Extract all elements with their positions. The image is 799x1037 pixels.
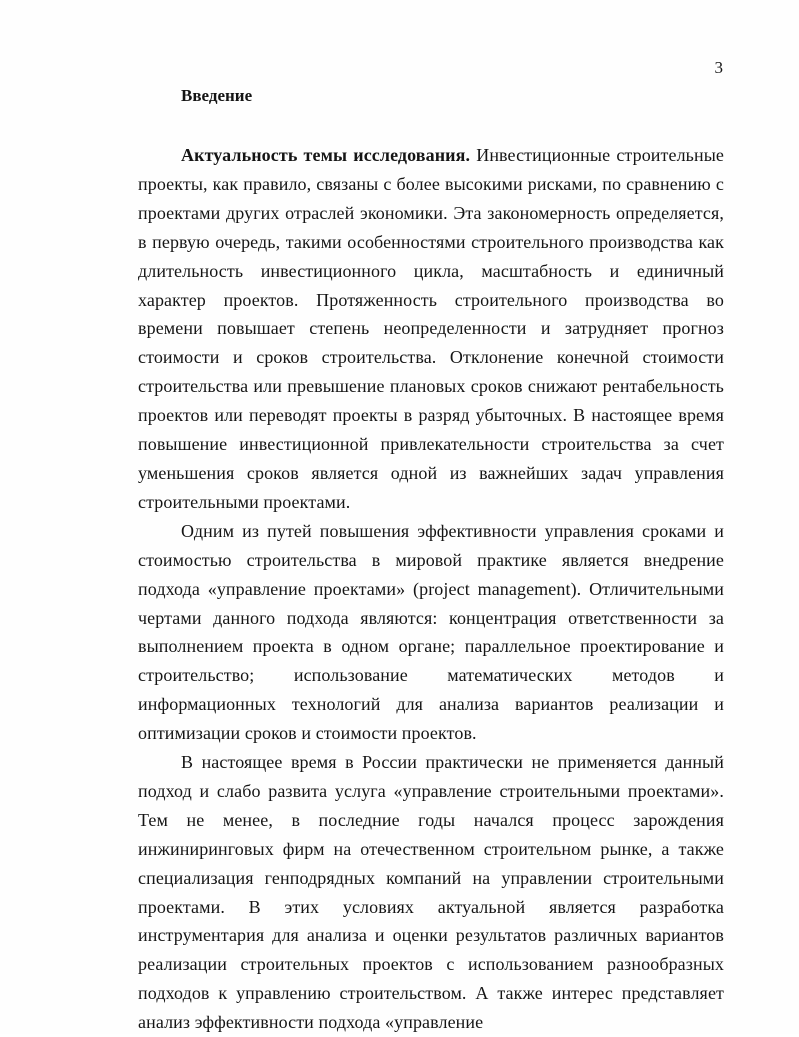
paragraph-lead: Актуальность темы исследования. [181, 145, 471, 165]
section-heading: Введение [181, 86, 253, 105]
paragraph-project-management: Одним из путей повышения эффективности управления сроками и стоимостью строительства в мировой практике является внедрение подхода «управление проектами» (project management). Отличительными чертами данного подхода являются: концентрация ответственности за выполнением проекта в одном органе; параллельное проектирование и строительство; использование математических методов и информационных технологий для анализа вариантов реализации и оптимизации сроков и стоимости проектов. [138, 520, 724, 744]
paragraph-text: Инвестиционные строительные проекты, как правило, связаны с более высокими рисками, по сравнению с проектами других отраслей экономики. Эта закономерность определяется, в первую очередь, такими особенностями строительного производства как длительность инвестиционного цикла, масштабность и единичный характер проектов. Протяженность строительного производства во времени повышает степень неопределенности и затрудняет прогноз стоимости и сроков строительства. Отклонение конечной стоимости строительства или превышение плановых сроков снижают рентабельность проектов или переводят проекты в разряд убыточных. В настоящее время повышение инвестиционной привлекательности строительства за счет уменьшения сроков является одной из важнейших задач управления строительными проектами. [138, 145, 724, 512]
paragraph-russia: В настоящее время в России практически не применяется данный подход и слабо развита услуга «управление строительными проектами». Тем не менее, в последние годы начался процесс зарождения инжиниринговых фирм на отечественном строительном рынке, а также специализация генподрядных компаний на управлении строительными проектами. В этих условиях актуальной является разработка инструментария для анализа и оценки результатов различных вариантов реализации строительных проектов с использованием разнообразных подходов к управлению строительством. А также интерес представляет анализ эффективности подхода «управление [138, 752, 724, 1033]
body-text [138, 141, 724, 1037]
page-number: 3 [714, 58, 723, 77]
paragraph-relevance [138, 141, 724, 517]
